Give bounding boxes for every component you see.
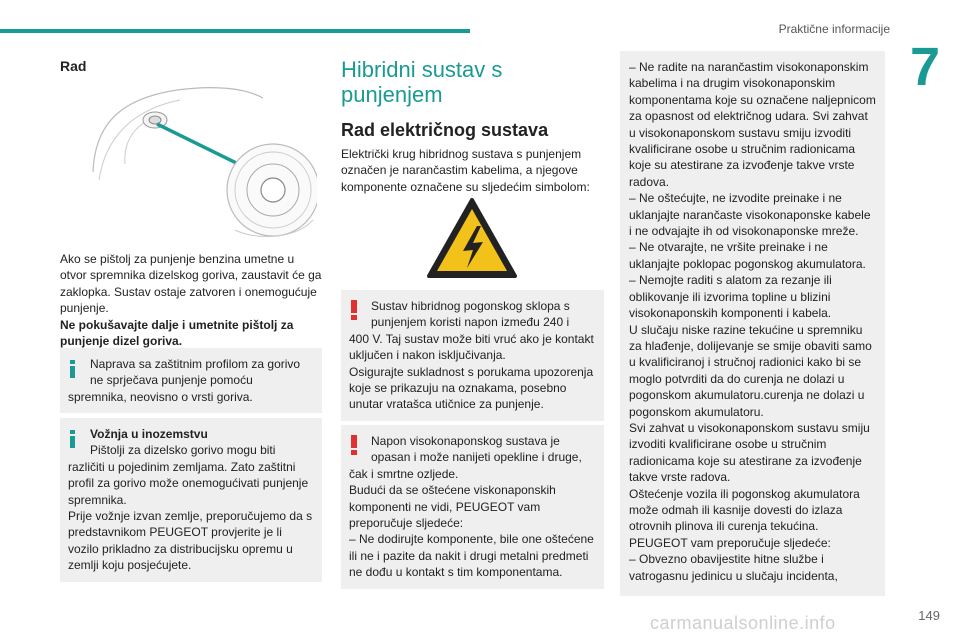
header-accent-bar xyxy=(0,29,470,33)
warning-danger-rest3: – Ne dodirujte komponente, bile one oštećene ili ne i pazite da nakit i drugi metalni predmeti ne dođu u kontakt s tim komponentama. xyxy=(349,532,594,580)
fuel-filler-illustration xyxy=(85,80,317,242)
info-box-abroad xyxy=(60,418,322,582)
warning-icon xyxy=(351,435,357,455)
warning-danger-rest: čak i smrtne ozljede. xyxy=(349,466,459,481)
fuel-inlet-drawing xyxy=(85,80,317,242)
info-icon xyxy=(70,430,75,448)
info-box-profile-lead: Naprava sa zaštitnim profilom za gorivo ne sprječava punjenje pomoću xyxy=(90,357,301,388)
chapter-number: 7 xyxy=(909,37,941,97)
warning-box-continued xyxy=(620,51,885,596)
info-box-abroad-rest2: Prije vožnje izvan zemlje, preporučujemo da s predstavnikom PEUGEOT provjerite je li vozilo prikladno za distribucijsku opremu u zemlji koju posjećujete. xyxy=(68,509,313,573)
info-box-profile xyxy=(60,348,322,413)
warning-voltage-rest2: Osigurajte sukladnost s porukama upozorenja koje se prikazuju na oznakama, posebno unutar vratašca utičnice za punjenje. xyxy=(349,364,594,412)
warning-voltage-rest: 400 V. Taj sustav može biti vruć ako je kontakt uključen i nakon isključivanja. xyxy=(349,331,594,363)
warning-box-danger xyxy=(341,425,604,589)
info-icon xyxy=(70,360,75,378)
section-title-hybrid: Hibridni sustav s punjenjem xyxy=(341,57,503,107)
high-voltage-warning-icon xyxy=(425,196,519,280)
info-box-abroad-title: Vožnja u inozemstvu xyxy=(90,427,208,441)
watermark: carmanualsonline.info xyxy=(650,613,836,633)
warning-voltage-lead: Sustav hibridnog pogonskog sklopa s punjenjem koristi napon između 240 i xyxy=(371,299,570,330)
warning-icon xyxy=(351,300,357,320)
para-fuel-nozzle: Ako se pištolj za punjenje benzina umetne u otvor spremnika dizelskog goriva, zaustavit će ga zaklopka. Sustav ostaje zatvoren i onemogućuje punjenje. xyxy=(60,252,322,316)
header-title: Praktične informacije xyxy=(778,22,890,36)
warning-danger-lead: Napon visokonaponskog sustava je opasan i može nanijeti opekline i druge, xyxy=(371,434,582,465)
high-voltage-symbol xyxy=(425,196,519,280)
section-heading-rad: Rad xyxy=(60,58,87,74)
warning-box-voltage xyxy=(341,290,604,421)
warning-danger-rest2: Budući da se oštećene viskonaponskih komponenti ne vidi, PEUGEOT vam preporučuje sljedeće: xyxy=(349,483,556,531)
para-fuel-nozzle-warning: Ne pokušavajte dalje i umetnite pištolj za punjenje dizel goriva. xyxy=(60,317,294,349)
para-electric-intro: Električki krug hibridnog sustava s punjenjem označen je narančastim kabelima, a njegove komponente označene su sljedećim simbolom: xyxy=(341,147,590,194)
info-box-profile-rest: spremnika, neovisno o vrsti goriva. xyxy=(68,389,253,404)
info-box-abroad-rest: različiti u pojedinim zemljama. Zato zaštitni profil za gorivo može onemogućivati punjenje spremnika. xyxy=(68,459,309,507)
subheading-electric: Rad električnog sustava xyxy=(341,120,549,140)
warning-continued-text: – Ne radite na narančastim visokonaponskim kabelima i na drugim visokonaponskim komponentama koje su označene naljepnicom za opasnost od električnog udara. Svi zahvat u visokonaponskom sustavu smiju izvoditi kvalificirane osobe u stručnim radionicama koje su atestirane za izvođenje takve vrste radova. – Ne oštećujte, ne izvodite preinake i ne uklanjajte narančaste visokonaponske kabele i ne odvajajte ih od visokonaponske mreže. – Ne otvarajte, ne vršite preinake i ne uklanjajte poklopac pogonskog akumulatora. – Nemojte raditi s alatom za rezanje ili oblikovanje ili izvorima topline u blizini visokonaponskih komponenti i kabela. U slučaju niske razine tekućine u spremniku za hlađenje, dolijevanje se smije obaviti samo u kvalificiranoj i stručnoj radionici kako bi se moglo potvrditi da do curenja ne dolazi u pogonskom akumulatoru.curenja ne dolazi u pogonskom akumulatoru. Svi zahvat u visokonaponskom sustavu smiju izvoditi kvalificirane osobe u stručnim radionicama koje su atestirane za izvođenje takve vrste radova. Oštećenje vozila ili pogonskog akumulatora može odmah ili kasnije dovesti do izlaza otrovnih plinova ili curenja tekućina. PEUGEOT vam preporučuje sljedeće: – Obvezno obavijestite hitne službe i vatrogasnu jedinicu u slučaju incidenta, xyxy=(629,60,876,583)
page-number: 149 xyxy=(918,608,940,623)
info-box-abroad-lead: Pištolji za dizelsko gorivo mogu biti xyxy=(90,443,276,458)
